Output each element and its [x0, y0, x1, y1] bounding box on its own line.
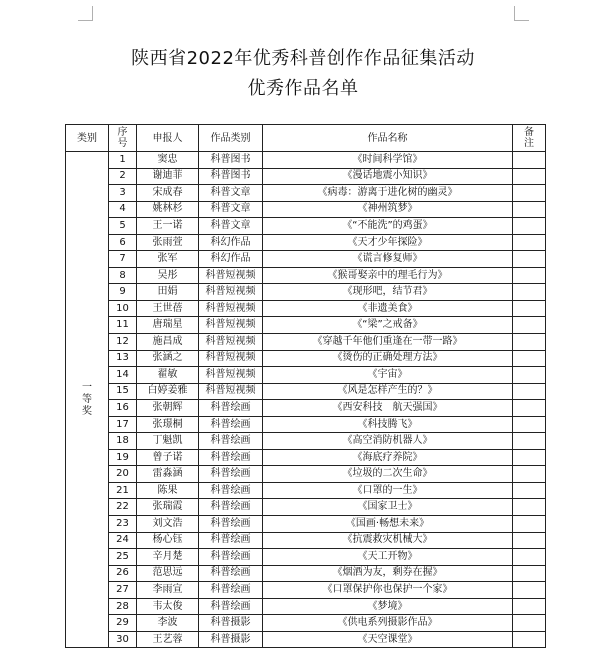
work-type-cell: 科普绘画 [199, 416, 263, 433]
work-type-cell: 科普文章 [199, 185, 263, 202]
applicant-cell: 张军 [137, 251, 199, 268]
work-name-cell: 《梦境》 [263, 598, 513, 615]
work-type-cell: 科普摄影 [199, 631, 263, 648]
work-type-cell: 科普绘画 [199, 598, 263, 615]
number-cell: 15 [109, 383, 137, 400]
remark-cell [513, 598, 546, 615]
work-name-cell: 《西安科技 航天强国》 [263, 400, 513, 417]
number-cell: 23 [109, 516, 137, 533]
remark-cell [513, 284, 546, 301]
work-name-cell: 《垃圾的二次生命》 [263, 466, 513, 483]
remark-cell [513, 383, 546, 400]
remark-cell [513, 466, 546, 483]
table-row [66, 234, 546, 251]
category-label: 一等奖 [82, 381, 92, 417]
applicant-cell: 张瑞霞 [137, 499, 199, 516]
work-name-cell: 《抗震救灾机械大》 [263, 532, 513, 549]
applicant-cell: 唐瑞星 [137, 317, 199, 334]
table-row [66, 598, 546, 615]
remark-cell [513, 499, 546, 516]
remark-cell [513, 267, 546, 284]
work-type-cell: 科普绘画 [199, 433, 263, 450]
work-name-cell: 《天才少年探险》 [263, 234, 513, 251]
table-row [66, 631, 546, 648]
header-category: 类别 [66, 125, 109, 152]
applicant-cell: 李波 [137, 615, 199, 632]
work-type-cell: 科幻作品 [199, 251, 263, 268]
applicant-cell: 王艺蓉 [137, 631, 199, 648]
remark-cell [513, 168, 546, 185]
remark-cell [513, 631, 546, 648]
work-type-cell: 科普绘画 [199, 565, 263, 582]
work-name-cell: 《海底疗养院》 [263, 449, 513, 466]
work-type-cell: 科普绘画 [199, 449, 263, 466]
work-name-cell: 《宇宙》 [263, 367, 513, 384]
table-row [66, 532, 546, 549]
work-type-cell: 科普短视频 [199, 334, 263, 351]
table-row [66, 317, 546, 334]
work-name-cell: 《烫伤的正确处理方法》 [263, 350, 513, 367]
table-row [66, 201, 546, 218]
work-type-cell: 科普绘画 [199, 582, 263, 599]
number-cell: 9 [109, 284, 137, 301]
remark-cell [513, 234, 546, 251]
table-row [66, 400, 546, 417]
number-cell: 27 [109, 582, 137, 599]
number-cell: 28 [109, 598, 137, 615]
work-type-cell: 科普短视频 [199, 350, 263, 367]
remark-cell [513, 218, 546, 235]
header-number: 序号 [109, 125, 137, 152]
table-row [66, 152, 546, 169]
work-type-cell: 科普短视频 [199, 367, 263, 384]
number-cell: 10 [109, 300, 137, 317]
work-name-cell: 《供电系列摄影作品》 [263, 615, 513, 632]
work-type-cell: 科普绘画 [199, 482, 263, 499]
table-row [66, 499, 546, 516]
work-type-cell: 科普短视频 [199, 267, 263, 284]
work-type-cell: 科普文章 [199, 201, 263, 218]
work-type-cell: 科普绘画 [199, 516, 263, 533]
number-cell: 14 [109, 367, 137, 384]
remark-cell [513, 416, 546, 433]
work-name-cell: 《猴哥娶亲中的理毛行为》 [263, 267, 513, 284]
number-cell: 2 [109, 168, 137, 185]
number-cell: 30 [109, 631, 137, 648]
header-work-name: 作品名称 [263, 125, 513, 152]
table-row [66, 383, 546, 400]
table-row [66, 549, 546, 566]
work-type-cell: 科普短视频 [199, 284, 263, 301]
remark-cell [513, 350, 546, 367]
work-type-cell: 科普图书 [199, 152, 263, 169]
applicant-cell: 曾子诺 [137, 449, 199, 466]
remark-cell [513, 516, 546, 533]
page-corner-mark-left [78, 6, 93, 21]
remark-cell [513, 367, 546, 384]
applicant-cell: 韦太俊 [137, 598, 199, 615]
applicant-cell: 翟敏 [137, 367, 199, 384]
applicant-cell: 谢迪菲 [137, 168, 199, 185]
remark-cell [513, 482, 546, 499]
applicant-cell: 王世蓓 [137, 300, 199, 317]
applicant-cell: 窦忠 [137, 152, 199, 169]
applicant-cell: 田娟 [137, 284, 199, 301]
work-type-cell: 科普绘画 [199, 549, 263, 566]
table-row [66, 185, 546, 202]
applicant-cell: 陈果 [137, 482, 199, 499]
table-row [66, 267, 546, 284]
table-row [66, 367, 546, 384]
work-type-cell: 科普摄影 [199, 615, 263, 632]
remark-cell [513, 532, 546, 549]
number-cell: 25 [109, 549, 137, 566]
header-remark: 备注 [513, 125, 546, 152]
work-name-cell: 《现形吧，结节君》 [263, 284, 513, 301]
work-type-cell: 科普短视频 [199, 383, 263, 400]
remark-cell [513, 201, 546, 218]
table-row [66, 416, 546, 433]
work-name-cell: 《漫话地震小知识》 [263, 168, 513, 185]
header-work-type: 作品类别 [199, 125, 263, 152]
work-type-cell: 科普文章 [199, 218, 263, 235]
applicant-cell: 白婷姜雅 [137, 383, 199, 400]
table-row [66, 218, 546, 235]
number-cell: 8 [109, 267, 137, 284]
table-row [66, 334, 546, 351]
applicant-cell: 宋成春 [137, 185, 199, 202]
applicant-cell: 杨心钰 [137, 532, 199, 549]
table-row [66, 582, 546, 599]
number-cell: 16 [109, 400, 137, 417]
number-cell: 4 [109, 201, 137, 218]
applicant-cell: 丁魁凯 [137, 433, 199, 450]
work-name-cell: 《天工开物》 [263, 549, 513, 566]
work-name-cell: 《烟酒为友，剩券在握》 [263, 565, 513, 582]
applicant-cell: 雷淼涵 [137, 466, 199, 483]
work-type-cell: 科普绘画 [199, 532, 263, 549]
remark-cell [513, 400, 546, 417]
work-name-cell: 《穿越千年他们重逢在一带一路》 [263, 334, 513, 351]
document-subtitle: 优秀作品名单 [247, 78, 359, 99]
number-cell: 29 [109, 615, 137, 632]
remark-cell [513, 185, 546, 202]
number-cell: 12 [109, 334, 137, 351]
number-cell: 20 [109, 466, 137, 483]
award-list-table [65, 124, 546, 648]
number-cell: 18 [109, 433, 137, 450]
remark-cell [513, 433, 546, 450]
number-cell: 21 [109, 482, 137, 499]
work-name-cell: 《非遗美食》 [263, 300, 513, 317]
work-name-cell: 《国画·畅想未来》 [263, 516, 513, 533]
work-name-cell: 《科技腾飞》 [263, 416, 513, 433]
work-name-cell: 《口罩保护你也保护一个家》 [263, 582, 513, 599]
table-row [66, 482, 546, 499]
work-type-cell: 科幻作品 [199, 234, 263, 251]
remark-cell [513, 565, 546, 582]
applicant-cell: 吴彤 [137, 267, 199, 284]
table-row [66, 565, 546, 582]
number-cell: 26 [109, 565, 137, 582]
applicant-cell: 姚林杉 [137, 201, 199, 218]
work-type-cell: 科普绘画 [199, 499, 263, 516]
table-header-row [66, 125, 546, 152]
remark-cell [513, 549, 546, 566]
work-type-cell: 科普图书 [199, 168, 263, 185]
work-type-cell: 科普短视频 [199, 300, 263, 317]
table-row [66, 168, 546, 185]
remark-cell [513, 317, 546, 334]
number-cell: 6 [109, 234, 137, 251]
work-name-cell: 《高空消防机器人》 [263, 433, 513, 450]
work-name-cell: 《天空课堂》 [263, 631, 513, 648]
work-name-cell: 《口罩的一生》 [263, 482, 513, 499]
category-cell [66, 152, 109, 648]
document-title: 陕西省2022年优秀科普创作作品征集活动 [131, 48, 475, 69]
work-name-cell: 《“梁”之戒备》 [263, 317, 513, 334]
work-name-cell: 《国家卫士》 [263, 499, 513, 516]
number-cell: 24 [109, 532, 137, 549]
remark-cell [513, 334, 546, 351]
applicant-cell: 辛月楚 [137, 549, 199, 566]
applicant-cell: 王一诺 [137, 218, 199, 235]
number-cell: 1 [109, 152, 137, 169]
number-cell: 11 [109, 317, 137, 334]
remark-cell [513, 449, 546, 466]
table-row [66, 350, 546, 367]
work-name-cell: 《谎言修复师》 [263, 251, 513, 268]
applicant-cell: 张璟桐 [137, 416, 199, 433]
number-cell: 7 [109, 251, 137, 268]
work-type-cell: 科普绘画 [199, 466, 263, 483]
work-name-cell: 《神州筑梦》 [263, 201, 513, 218]
number-cell: 19 [109, 449, 137, 466]
remark-cell [513, 300, 546, 317]
applicant-cell: 刘文浩 [137, 516, 199, 533]
applicant-cell: 张涵之 [137, 350, 199, 367]
work-type-cell: 科普绘画 [199, 400, 263, 417]
number-cell: 13 [109, 350, 137, 367]
work-name-cell: 《时间科学馆》 [263, 152, 513, 169]
number-cell: 17 [109, 416, 137, 433]
number-cell: 5 [109, 218, 137, 235]
applicant-cell: 张雨萱 [137, 234, 199, 251]
applicant-cell: 范思远 [137, 565, 199, 582]
applicant-cell: 张朝辉 [137, 400, 199, 417]
number-cell: 3 [109, 185, 137, 202]
header-applicant: 申报人 [137, 125, 199, 152]
page-corner-mark-right [514, 6, 529, 21]
table-row [66, 284, 546, 301]
table-row [66, 251, 546, 268]
number-cell: 22 [109, 499, 137, 516]
remark-cell [513, 582, 546, 599]
work-name-cell: 《风是怎样产生的？》 [263, 383, 513, 400]
applicant-cell: 施昌成 [137, 334, 199, 351]
table-row [66, 449, 546, 466]
table-row [66, 466, 546, 483]
remark-cell [513, 251, 546, 268]
table-row [66, 433, 546, 450]
work-type-cell: 科普短视频 [199, 317, 263, 334]
table-row [66, 516, 546, 533]
table-row [66, 300, 546, 317]
work-name-cell: 《病毒：游离于进化树的幽灵》 [263, 185, 513, 202]
remark-cell [513, 152, 546, 169]
work-name-cell: 《“不能洗”的鸡蛋》 [263, 218, 513, 235]
applicant-cell: 李雨宣 [137, 582, 199, 599]
